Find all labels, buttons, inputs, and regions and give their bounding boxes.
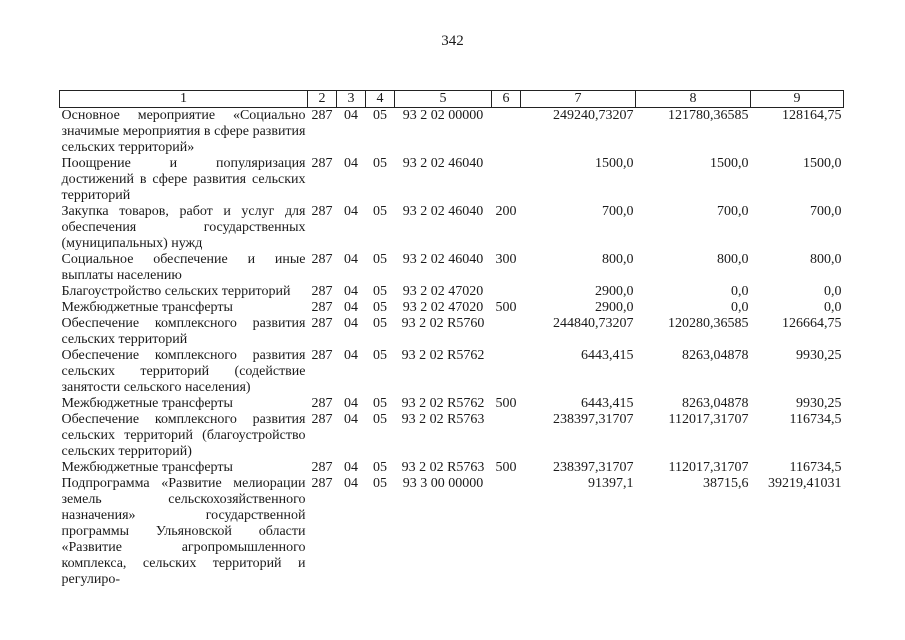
amount-col-8: 8263,04878 [682, 348, 749, 363]
code-admin: 287 [311, 460, 333, 475]
code-admin: 287 [311, 412, 333, 427]
table-row [60, 156, 844, 204]
amount-col-9: 39219,41031 [768, 476, 842, 491]
code-expense-type: 500 [495, 300, 517, 315]
column-header-8: 8 [636, 91, 751, 108]
column-header-5: 5 [395, 91, 492, 108]
code-expense-type: 300 [495, 252, 517, 267]
code-section: 04 [344, 396, 358, 411]
code-expense-type [492, 348, 521, 396]
table-row [60, 204, 844, 252]
amount-col-8: 38715,6 [703, 476, 749, 491]
code-admin: 287 [311, 252, 333, 267]
amount-col-7: 1500,0 [595, 156, 634, 171]
code-expense-type: 200 [495, 204, 517, 219]
code-expense-type [492, 316, 521, 348]
code-admin: 287 [311, 156, 333, 171]
code-section: 04 [344, 284, 358, 299]
table-row [60, 300, 844, 316]
code-subsection: 05 [373, 476, 387, 491]
amount-col-9: 128164,75 [782, 108, 842, 123]
table-row [60, 476, 844, 588]
column-number-header [60, 91, 844, 108]
amount-col-9: 9930,25 [796, 396, 842, 411]
code-subsection: 05 [373, 316, 387, 331]
row-name: Благоустройство сельских территорий [61, 284, 291, 299]
amount-col-7: 2900,0 [595, 284, 634, 299]
code-section: 04 [344, 348, 358, 363]
amount-col-9: 0,0 [824, 284, 842, 299]
code-target-article: 93 2 02 00000 [402, 108, 484, 123]
code-subsection: 05 [373, 300, 387, 315]
amount-col-9: 116734,5 [789, 460, 842, 475]
amount-col-9: 116734,5 [789, 412, 842, 427]
amount-col-9: 9930,25 [796, 348, 842, 363]
code-section: 04 [344, 460, 358, 475]
code-section: 04 [344, 300, 358, 315]
row-name: Основное мероприятие «Социально значимые мероприятия в сфере развития сельских территорий» [61, 108, 306, 155]
code-target-article: 93 2 02 47020 [402, 284, 484, 299]
code-target-article: 93 3 00 00000 [402, 476, 484, 491]
amount-col-7: 249240,73207 [553, 108, 634, 123]
code-section: 04 [344, 476, 358, 491]
code-section: 04 [344, 316, 358, 331]
code-expense-type: 500 [495, 460, 517, 475]
code-section: 04 [344, 156, 358, 171]
amount-col-7: 700,0 [602, 204, 634, 219]
amount-col-7: 91397,1 [588, 476, 634, 491]
row-name: Подпрограмма «Развитие мелиорации земель сельскохозяйственного назначения» государственной программы Ульяновской области «Развитие агропромышленного комплекса, сельских территорий и регулиро- [61, 476, 306, 587]
row-name: Обеспечение комплексного развития сельских территорий (содействие занятости сельского населения) [61, 348, 306, 395]
code-section: 04 [344, 412, 358, 427]
amount-col-7: 6443,415 [581, 348, 634, 363]
row-name: Межбюджетные трансферты [61, 396, 233, 411]
code-expense-type [492, 108, 521, 157]
code-admin: 287 [311, 396, 333, 411]
code-expense-type [492, 156, 521, 204]
code-subsection: 05 [373, 348, 387, 363]
row-name: Обеспечение комплексного развития сельских территорий (благоустройство сельских территорий) [61, 412, 306, 459]
amount-col-8: 8263,04878 [682, 396, 749, 411]
code-expense-type [492, 476, 521, 588]
column-header-4: 4 [366, 91, 395, 108]
code-section: 04 [344, 108, 358, 123]
code-subsection: 05 [373, 156, 387, 171]
row-name: Социальное обеспечение и иные выплаты населению [61, 252, 306, 283]
table-row [60, 396, 844, 412]
code-admin: 287 [311, 348, 333, 363]
table-row [60, 316, 844, 348]
amount-col-8: 112017,31707 [668, 460, 749, 475]
amount-col-8: 1500,0 [710, 156, 749, 171]
table-row [60, 108, 844, 157]
code-expense-type [492, 412, 521, 460]
amount-col-8: 0,0 [731, 300, 749, 315]
column-header-2: 2 [308, 91, 337, 108]
code-subsection: 05 [373, 252, 387, 267]
code-admin: 287 [311, 204, 333, 219]
amount-col-7: 800,0 [602, 252, 634, 267]
budget-table [59, 90, 844, 588]
table-row [60, 284, 844, 300]
code-admin: 287 [311, 300, 333, 315]
amount-col-8: 121780,36585 [668, 108, 749, 123]
column-header-7: 7 [521, 91, 636, 108]
amount-col-9: 700,0 [810, 204, 842, 219]
code-section: 04 [344, 252, 358, 267]
amount-col-7: 238397,31707 [553, 412, 634, 427]
column-header-6: 6 [492, 91, 521, 108]
code-subsection: 05 [373, 284, 387, 299]
amount-col-8: 112017,31707 [668, 412, 749, 427]
code-target-article: 93 2 02 R5760 [401, 316, 485, 331]
code-subsection: 05 [373, 204, 387, 219]
amount-col-7: 244840,73207 [553, 316, 634, 331]
column-header-1: 1 [60, 91, 308, 108]
row-name: Межбюджетные трансферты [61, 460, 233, 475]
code-target-article: 93 2 02 46040 [402, 252, 484, 267]
amount-col-8: 700,0 [717, 204, 749, 219]
code-target-article: 93 2 02 R5762 [401, 348, 485, 363]
table-row [60, 412, 844, 460]
amount-col-9: 126664,75 [782, 316, 842, 331]
code-subsection: 05 [373, 108, 387, 123]
amount-col-8: 0,0 [731, 284, 749, 299]
code-admin: 287 [311, 476, 333, 491]
code-target-article: 93 2 02 R5762 [401, 396, 485, 411]
code-admin: 287 [311, 316, 333, 331]
amount-col-7: 2900,0 [595, 300, 634, 315]
code-admin: 287 [311, 108, 333, 123]
amount-col-9: 1500,0 [803, 156, 842, 171]
amount-col-8: 800,0 [717, 252, 749, 267]
code-target-article: 93 2 02 R5763 [401, 460, 485, 475]
amount-col-8: 120280,36585 [668, 316, 749, 331]
column-header-3: 3 [337, 91, 366, 108]
code-subsection: 05 [373, 396, 387, 411]
table-row [60, 460, 844, 476]
page-number: 342 [441, 33, 464, 49]
code-section: 04 [344, 204, 358, 219]
code-expense-type: 500 [495, 396, 517, 411]
amount-col-7: 6443,415 [581, 396, 634, 411]
code-target-article: 93 2 02 R5763 [401, 412, 485, 427]
row-name: Поощрение и популяризация достижений в сфере развития сельских территорий [61, 156, 306, 203]
code-expense-type [492, 284, 521, 300]
table-row [60, 252, 844, 284]
amount-col-9: 800,0 [810, 252, 842, 267]
code-target-article: 93 2 02 46040 [402, 204, 484, 219]
row-name: Закупка товаров, работ и услуг для обеспечения государственных (муниципальных) нужд [61, 204, 306, 251]
code-subsection: 05 [373, 412, 387, 427]
row-name: Межбюджетные трансферты [61, 300, 233, 315]
amount-col-7: 238397,31707 [553, 460, 634, 475]
column-header-9: 9 [751, 91, 844, 108]
table-row [60, 348, 844, 396]
row-name: Обеспечение комплексного развития сельских территорий [61, 316, 306, 347]
code-admin: 287 [311, 284, 333, 299]
amount-col-9: 0,0 [824, 300, 842, 315]
code-target-article: 93 2 02 47020 [402, 300, 484, 315]
code-target-article: 93 2 02 46040 [402, 156, 484, 171]
code-subsection: 05 [373, 460, 387, 475]
